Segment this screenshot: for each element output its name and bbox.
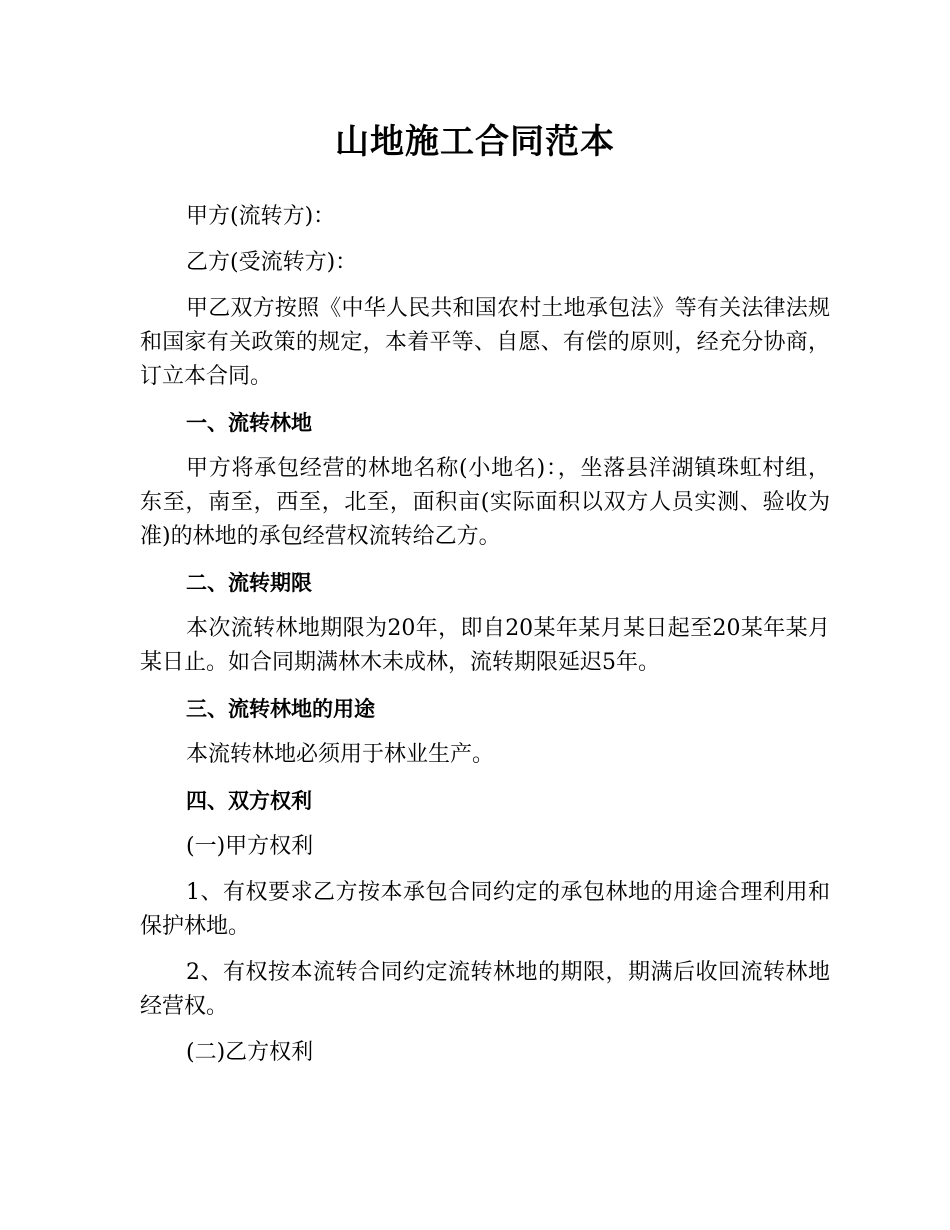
- section-heading-3: 三、流转林地的用途: [186, 697, 375, 721]
- section-heading-1: 一、流转林地: [186, 411, 312, 435]
- subsection-b-title: (二)乙方权利: [186, 1040, 314, 1065]
- party-b-line: 乙方(受流转方)：: [186, 250, 358, 275]
- document-title: 山地施工合同范本: [335, 122, 615, 162]
- subsection-a-item-2: 2、有权按本流转合同约定流转林地的期限，期满后收回流转林地经营权。: [140, 960, 830, 1019]
- section-1-paragraph: 甲方将承包经营的林地名称(小地名)：，坐落县洋湖镇珠虹村组，东至，南至，西至，北至，面积亩(实际面积以双方人员实测、验收为准)的林地的承包经营权流转给乙方。: [140, 456, 830, 549]
- section-heading-4: 四、双方权利: [186, 789, 312, 813]
- section-2-paragraph: 本次流转林地期限为20年，即自20某年某月某日起至20某年某月某日止。如合同期满林木未成林，流转期限延迟5年。: [140, 616, 830, 675]
- party-a-line: 甲方(流转方)：: [186, 204, 336, 229]
- section-3-paragraph: 本流转林地必须用于林业生产。: [186, 742, 495, 767]
- intro-paragraph: 甲乙双方按照《中华人民共和国农村土地承包法》等有关法律法规和国家有关政策的规定，本着平等、自愿、有偿的原则，经充分协商，订立本合同。: [140, 296, 830, 389]
- section-heading-2: 二、流转期限: [186, 571, 312, 595]
- document-body: [140, 200, 830, 1082]
- subsection-a-item-1: 1、有权要求乙方按本承包合同约定的承包林地的用途合理利用和保护林地。: [140, 880, 830, 939]
- subsection-a-title: (一)甲方权利: [186, 834, 314, 859]
